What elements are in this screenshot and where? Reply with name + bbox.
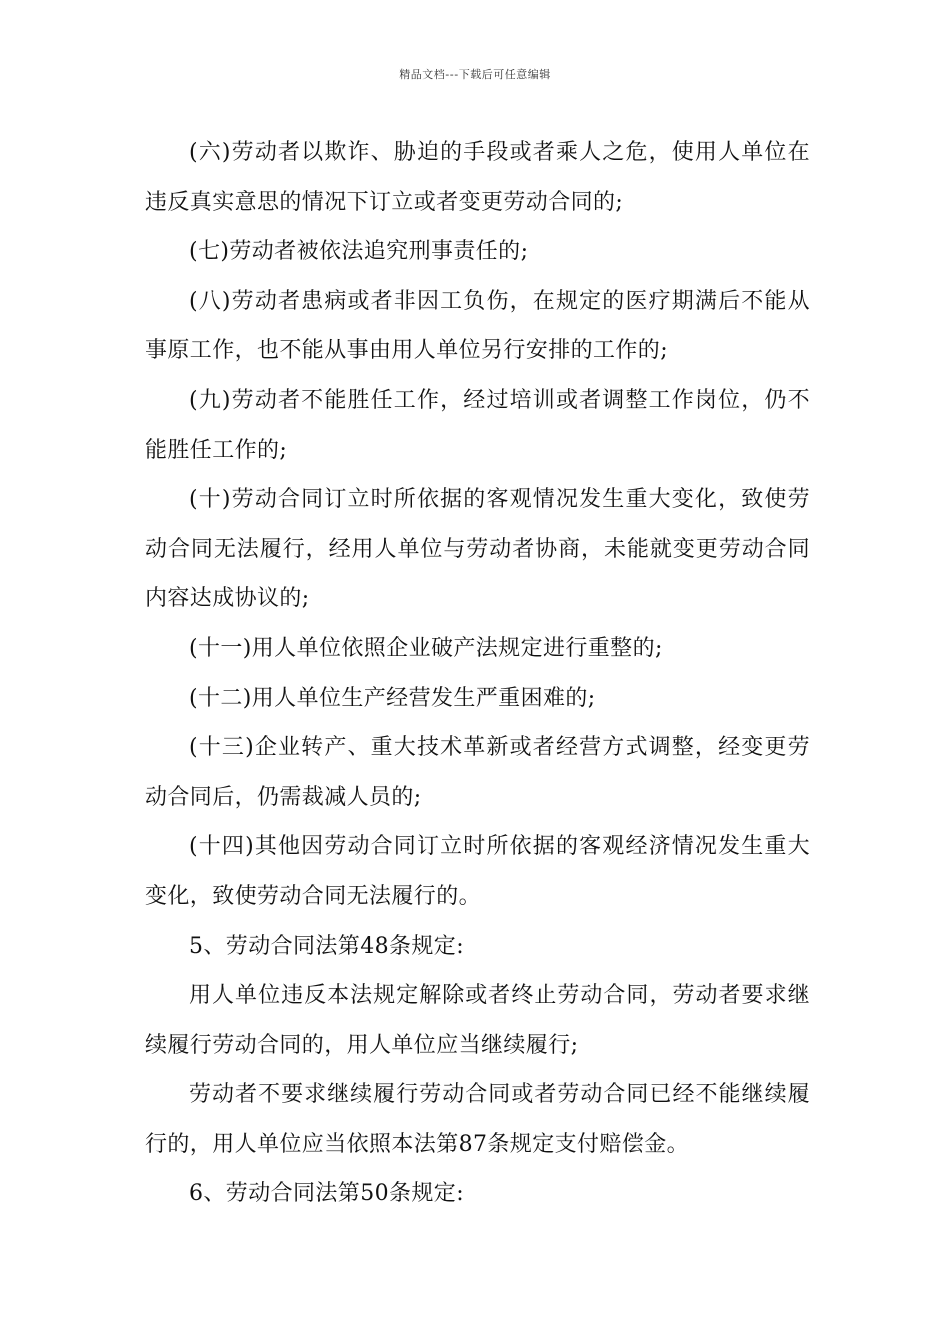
- paragraph-item-7: (七)劳动者被依法追究刑事责任的;: [189, 239, 529, 265]
- section-heading-article-48: 5、劳动合同法第48条规定:: [189, 933, 465, 959]
- article-48-clause-1: 用人单位违反本法规定解除或者终止劳动合同，劳动者要求继续履行劳动合同的，用人单位应当继续履行;: [145, 983, 810, 1058]
- paragraph-item-14: (十四)其他因劳动合同订立时所依据的客观经济情况发生重大变化，致使劳动合同无法履行的。: [145, 834, 810, 909]
- paragraph-item-12: (十二)用人单位生产经营发生严重困难的;: [189, 685, 596, 711]
- paragraph-item-6: (六)劳动者以欺诈、胁迫的手段或者乘人之危，使用人单位在违反真实意思的情况下订立或者变更劳动合同的;: [145, 140, 810, 215]
- page-header: 精品文档---下载后可任意编辑: [399, 68, 551, 81]
- paragraph-item-9: (九)劳动者不能胜任工作，经过培训或者调整工作岗位，仍不能胜任工作的;: [145, 387, 810, 463]
- section-heading-article-50: 6、劳动合同法第50条规定:: [189, 1181, 465, 1207]
- paragraph-item-8: (八)劳动者患病或者非因工负伤，在规定的医疗期满后不能从事原工作，也不能从事由用人单位另行安排的工作的;: [145, 288, 810, 364]
- paragraph-item-13: (十三)企业转产、重大技术革新或者经营方式调整，经变更劳动合同后，仍需裁减人员的;: [145, 735, 810, 810]
- paragraph-item-10: (十)劳动合同订立时所依据的客观情况发生重大变化，致使劳动合同无法履行，经用人单位与劳动者协商，未能就变更劳动合同内容达成协议的;: [145, 487, 810, 612]
- document-body: [145, 128, 810, 1219]
- article-48-clause-2: 劳动者不要求继续履行劳动合同或者劳动合同已经不能继续履行的，用人单位应当依照本法第87条规定支付赔偿金。: [145, 1082, 810, 1157]
- paragraph-item-11: (十一)用人单位依照企业破产法规定进行重整的;: [189, 635, 663, 661]
